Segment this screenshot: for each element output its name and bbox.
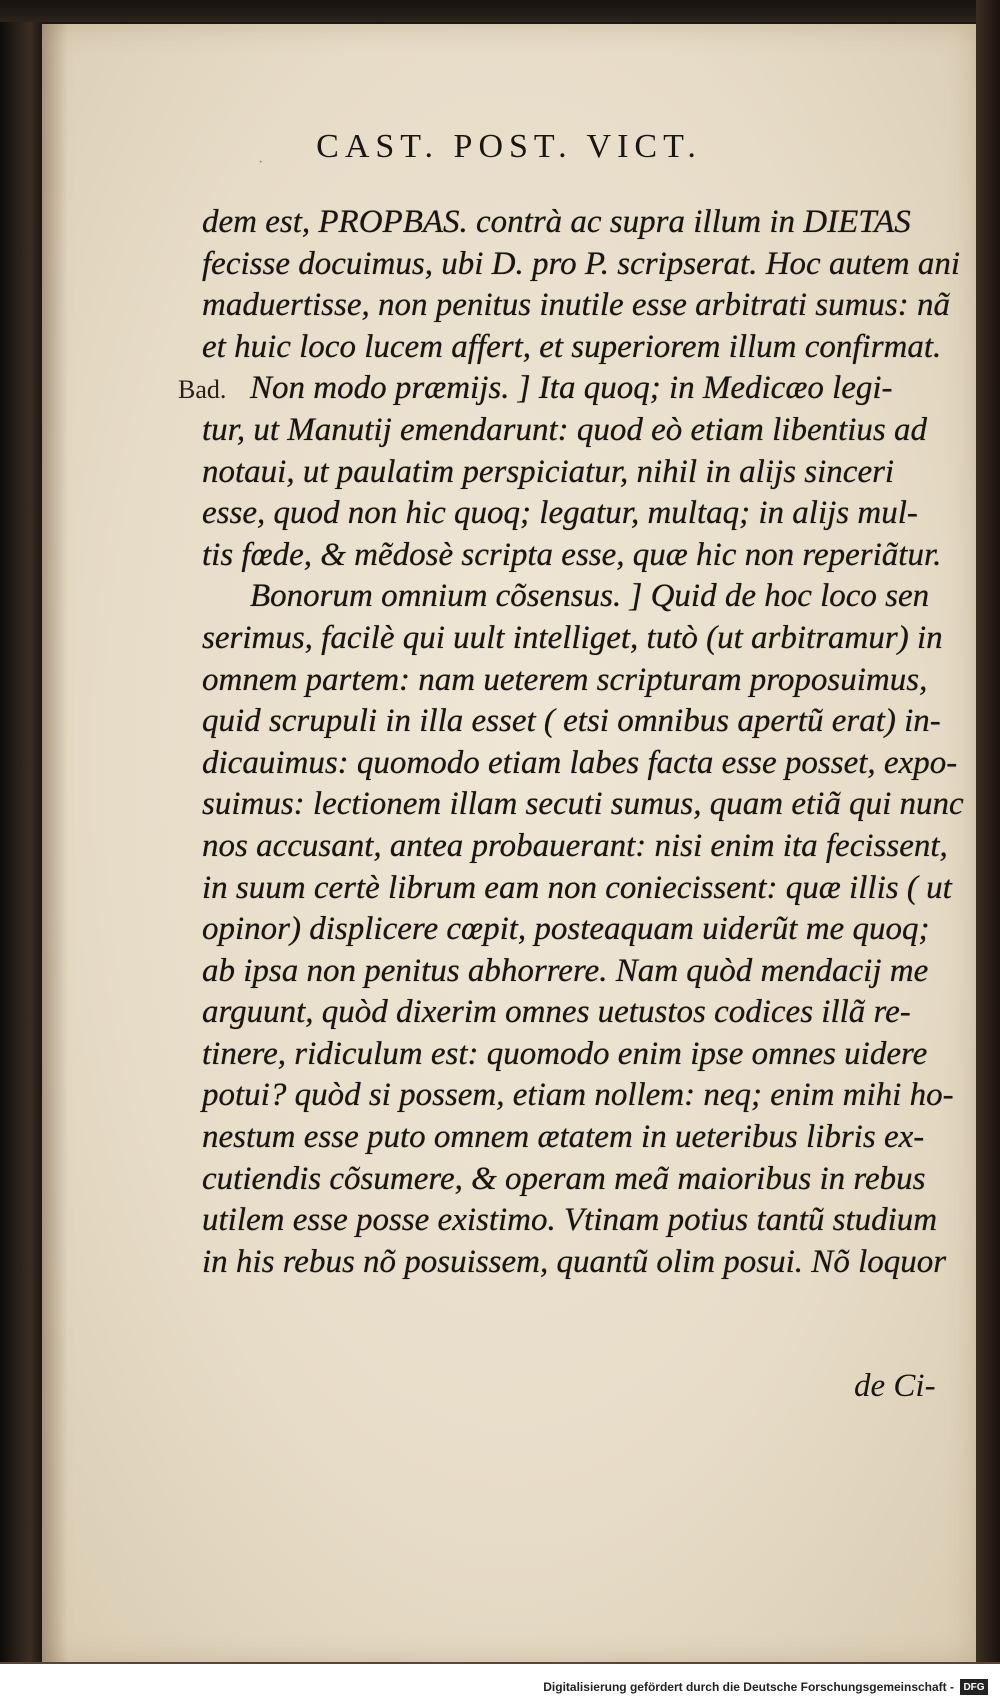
text-line: in suum certè librum eam non coniecissent: quæ illis ( ut (202, 869, 952, 906)
ink-speck: · (258, 154, 264, 171)
text-line: opinor) displicere cœpit, posteaquam uiderũt me quoq; (202, 911, 930, 948)
text-line: fecisse docuimus, ubi D. pro P. scripserat. Hoc autem ani (202, 245, 961, 282)
text-line: quid scrupuli in illa esset ( etsi omnibus apertũ erat) in- (202, 703, 941, 740)
text-line: omnem partem: nam ueterem scripturam proposuimus, (202, 661, 928, 698)
catchword: de Ci- (854, 1368, 936, 1404)
text-line: ab ipsa non penitus abhorrere. Nam quòd mendacij me (202, 952, 929, 989)
footer-bar (0, 1662, 1000, 1704)
text-line: arguunt, quòd dixerim omnes uetustos codices illã re- (202, 994, 911, 1031)
text-line: nestum esse puto omnem ætatem in ueteribus libris ex- (202, 1119, 925, 1156)
text-line: utilem esse posse existimo. Vtinam potius tantũ studium (202, 1202, 938, 1239)
text-line: maduertisse, non penitus inutile esse arbitrati sumus: nã (202, 287, 950, 324)
text-line: tinere, ridiculum est: quomodo enim ipse omnes uidere (202, 1035, 928, 1072)
text-line: et huic loco lucem affert, et superiorem illum confirmat. (202, 328, 942, 365)
text-line: notaui, ut paulatim perspiciatur, nihil in alijs sinceri (202, 453, 895, 490)
text-line: potui? quòd si possem, etiam nollem: neq; enim mihi ho- (202, 1077, 954, 1114)
dfg-logo: DFG (960, 1679, 988, 1695)
text-line: serimus, facilè qui uult intelliget, tutò (ut arbitramur) in (202, 619, 943, 656)
scan-top-edge (0, 0, 1000, 22)
text-line: tur, ut Manutij emendarunt: quod eò etiam libentius ad (202, 411, 928, 448)
text-line: dem est, PROPBAS. contrà ac supra illum in DIETAS (202, 204, 911, 240)
text-line: cutiendis cõsumere, & operam meã maioribus in rebus (202, 1160, 926, 1197)
running-header: CAST. POST. VICT. (316, 128, 702, 165)
book-page (42, 24, 976, 1664)
text-line: esse, quod non hic quoq; legatur, multaq; in alijs mul- (202, 495, 918, 532)
text-line: in his rebus nõ posuissem, quantũ olim posui. Nõ loquor (202, 1243, 947, 1280)
text-line: dicauimus: quomodo etiam labes facta esse posset, expo- (202, 744, 958, 781)
text-line: tis fœde, & mẽdosè scripta esse, quæ hic non reperiãtur. (202, 536, 942, 573)
text-line: nos accusant, antea probauerant: nisi enim ita fecissent, (202, 827, 948, 864)
scan-right-edge (976, 0, 1000, 1704)
text-line: Bonorum omnium cõsensus. ] Quid de hoc loco sen (250, 578, 930, 615)
body-text (202, 202, 972, 1283)
text-line: suimus: lectionem illam secuti sumus, quam etiã qui nunc (202, 786, 964, 823)
margin-note: Bad. (178, 375, 227, 404)
funding-note: Digitalisierung gefördert durch die Deutsche Forschungsgemeinschaft - (543, 1680, 954, 1694)
text-line: Non modo præmijs. ] Ita quoq; in Medicæo legi- (250, 370, 893, 407)
